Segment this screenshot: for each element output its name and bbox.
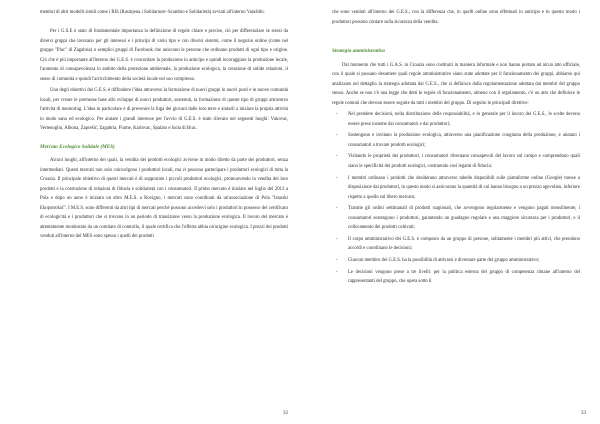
- section-heading: Mercato Ecologico Solidale (MES): [40, 143, 115, 150]
- list-item: - Ciascun membro dei G.E.S. ha la possibilità di attivarsi e diventare parte del gruppo amministrativo;: [332, 256, 580, 266]
- paragraph: che sono venduti all'interno dei G.E.S., con la differenza che, in quelli online sono effettuati in anticipo e in questo modo i produttori possono contare sulla sicurezza della vendita.: [332, 10, 580, 25]
- list-item: - Il corpo amministrativo dei G.E.S. è composto da un gruppo di persone, solitamente i membri più attivi, che prendono accordi e coordinano le decisioni;: [332, 235, 580, 254]
- paragraph: Uno degli obiettivi dei G.E.S. è diffondere l'idea attraverso la formazione di nuovi gruppi in nuovi posti e in nuove comunità locali, per creare le premesse base allo sviluppo di nuovi produttori, sostenuti, la formazione di queste tipo di gruppi attraverso l'attività di mentoring. L'idea in particolare è di prevenire la fuga dei giovani dalle loro terre e aiutarli a iniziare la propria attività in modo sano ed ecologico. Per aiutare i grandi interesse per l'avvio di G.E.S. è stato rilevato nei seguenti luoghi: Vukovar, Vertenoglio, Albona, Zaprešić, Zagabria, Fiume, Karlovac, Spalato e Isola di Brac.: [40, 88, 288, 131]
- paragraph: Alcuni luoghi, all'interno dei quali, la vendita dei prodotti ecologici avviene in modo diretto da parte dei produttori, senza intermediari. Questi mercati non solo coinvolgono i produttori locali, ma vi possono partecipare i produttori ecologici di tutta la Croazia. Il principale obiettivo di questi mercati è di supportare i piccoli produttori ecologici, promuovendo la vendita dei loro prodotti e la costruzione di relazioni di fiducia e solidarietà con i consumatori. Il primo mercato è iniziato nel luglio del 2013 a Pola e dopo un anno è iniziato un altro M.E.S. a Rovigno, i mercati sono coordinati da un'associazione di Pola "Istarski Ekopotrošač". I M.E.S. sono differenti da altri tipi di mercati perché possono accedervi solo i produttori in possesso del certificato di ecologicità e i produttori che si trovano in un periodo di transizione verso la produzione ecologica. Il lavoro del mercato è attentamente monitorato da un comitato di controllo, il quale certifica che l'offerta abbia un'origine ecologica. I prezzi dei prodotti venduti all'interno del MES sono spesso i quelli dei prodotti: [40, 158, 288, 239]
- paragraph: Per i G.S.E è stato di fondamentale importanza la definizione di regole chiare e precise, ciò per differenziare se stessi da diversi gruppi che lavorano per gli interessi e i principi di vario tipo e con diversi sistemi, come il negozio online (come nel gruppo "Plac" di Zagabria) o semplici gruppi di Facebook che uniscono le persone che ordinano prodotti di ogni tipo e origine. Ciò che è più importante all'interno dei G.E.S. è concordare la produzione in anticipo e quindi incoraggiare la produzione locale, l'aumento di consapevolezza in ambito della protezione ambientale, la produzione ecologica, la creazione di solide relazioni, il senso di comunità e quindi l'arricchimento della società locale nel suo complesso.: [40, 29, 288, 82]
- list-item: - Nel prendere decisioni, nella distribuzione delle responsabilità, e in generale per il lavoro dei G.E.S., le scelte devono essere prese insieme dai consumatori e dai produttori;: [332, 110, 580, 129]
- list-item: - Visitando le proprietà dei produttori, i consumatori diventano consapevoli del lavoro sul campo e comprendono quali siano le specificità dei prodotti ecologici, costruendo così legami di fiducia;: [332, 152, 580, 171]
- paragraph: Dal momento che tutti i G.A.S. in Croazia sono costituiti in maniera informale e non hanno portato ad alcun atto ufficiale, con il quale si possano desumere quali regole amministrative siano state adottate per il funzionamento dei gruppi, abbiamo qui analizzato nel dettaglio la strategia adottata dai G.E.S., che si definisce dalla regolamentazione adottata dai membri del gruppo stesso. Anche se non c'è una legge che detti le regole di funzionamento, almeno con il regolamento, c'è un atto che definisce le regole comuni che devono essere seguite da tutti i membri del gruppo. Di seguito le principali direttive:: [332, 62, 580, 106]
- page-number: 33: [581, 410, 586, 416]
- right-page: [300, 0, 600, 424]
- directive-list: [332, 110, 580, 287]
- list-item: - Sostengono e invitano la produzione ecologica, attraverso una pianificazione congiunta della produzione, e aiutano i consumatori a trovare prodotti ecologici;: [332, 131, 580, 150]
- right-page-text: [332, 8, 580, 289]
- list-item: - Le decisioni vengono prese a tre livelli: per la politica esterna del gruppo di competenza rimane all'interno del rappresentanti del gruppo, che opera sotto il: [332, 268, 580, 287]
- list-item: - I membri ordinano i prodotti che desiderano attraverso tabelle disponibili sulle piattaforme online (Google) messe a disposizione dai produttori, in questo modo si assicurano la quantità di cui hanno bisogno a un prezzo agevolato, inferiore rispetto a quello sul libero mercato;: [332, 174, 580, 203]
- page-number: 32: [283, 410, 288, 416]
- section-heading: Strategia amministrativa: [332, 48, 385, 54]
- list-item: - Tramite gli ordini settimanali di prodotti stagionali, che avvengono regolarmente e vengono pagati mensilmente, i consumatori sostengono i produttori, garantendo un guadagno regolare e una maggiore sicurezza per i produttori, e il collocamento dei prodotti coltivati;: [332, 204, 580, 233]
- paragraph: membri di altri modelli simili come i RIS (Rasmjena i Solidarnost–Scambio e Solidarietà) avviati all'interno Varaždin.: [40, 10, 265, 15]
- left-page-text: [40, 8, 288, 244]
